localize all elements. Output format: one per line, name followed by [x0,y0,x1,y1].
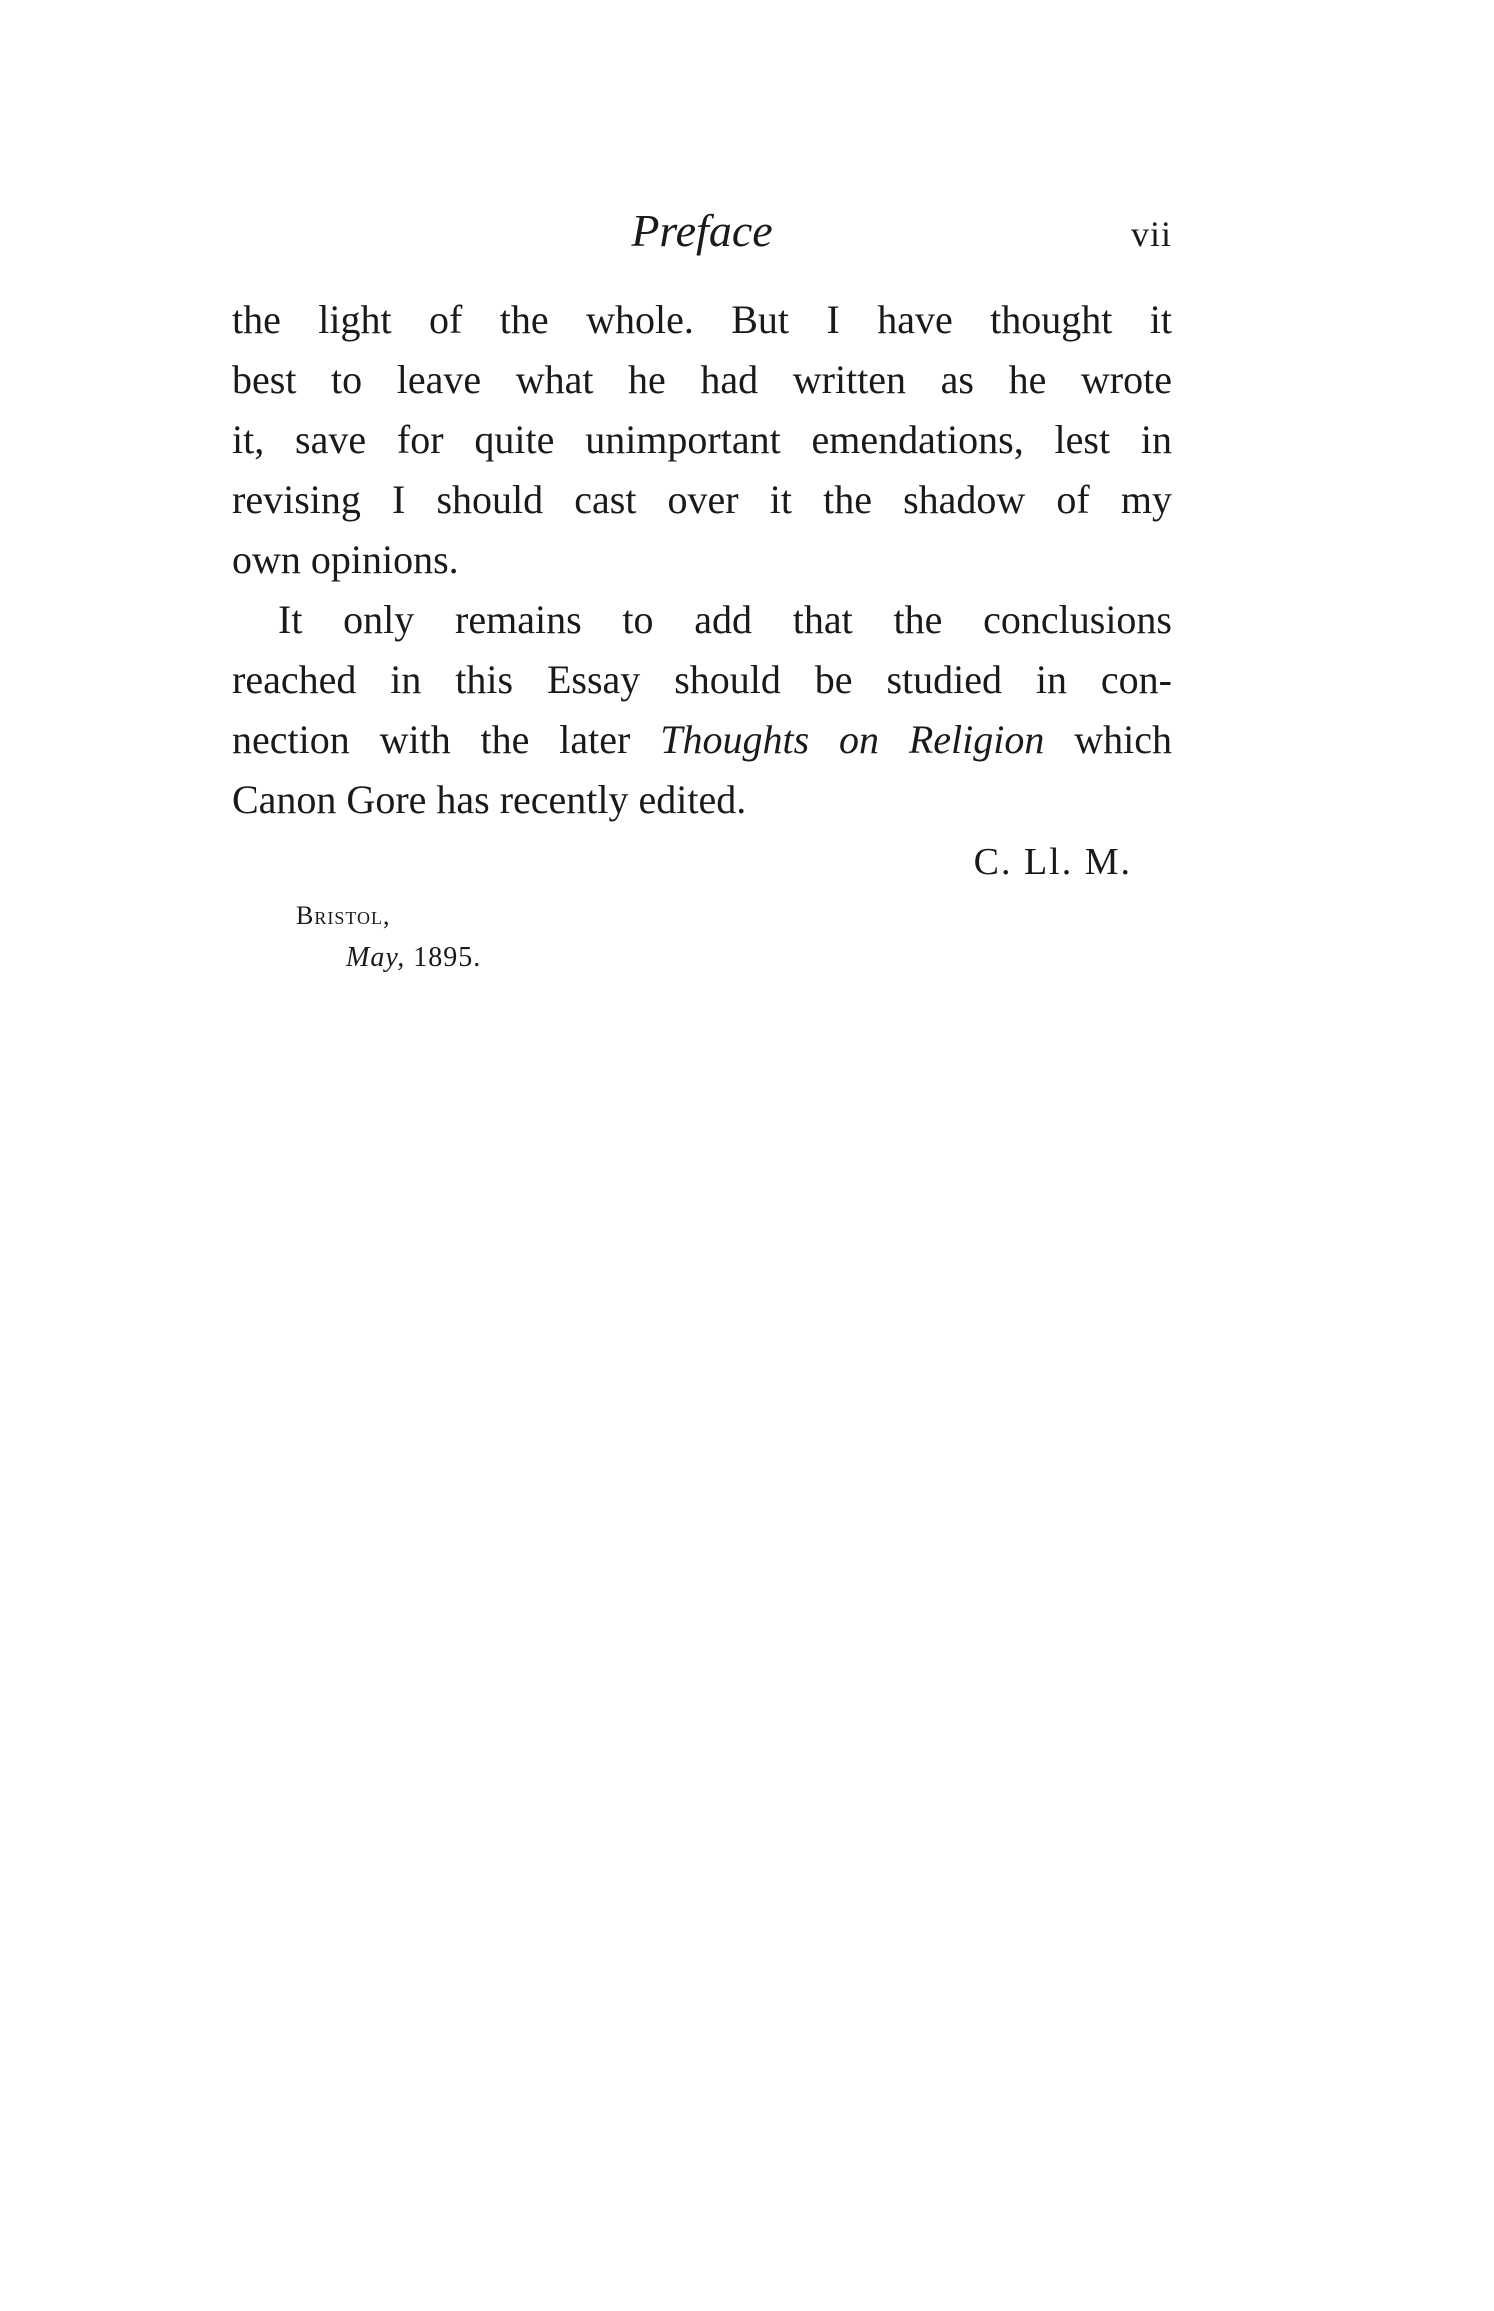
body-text [232,290,1172,830]
text-line: own opinions. [232,537,459,582]
text-fragment: nection with the later [232,717,631,762]
text-line: best to leave what he had written as he wrote [232,357,1172,402]
paragraph-2 [232,590,1172,830]
author-initials: C. Ll. M. [973,841,1132,883]
text-line: revising I should cast over it the shadow of my [232,477,1172,522]
text-line: reached in this Essay should be studied in con- [232,657,1172,702]
dateline-place: Bristol, [296,901,391,930]
dateline-month: May, [346,942,406,973]
book-title: Thoughts on Religion [660,717,1045,762]
text-line: Canon Gore has recently edited. [232,777,747,822]
page-number: vii [1130,214,1172,254]
running-head [232,196,1172,266]
paragraph-1 [232,290,1172,590]
dateline-year: 1895. [413,942,482,973]
text-fragment: which [1074,717,1172,762]
dateline-date [346,938,481,978]
running-title: Preface [631,205,773,256]
text-line [232,710,1172,770]
text-line: the light of the whole. But I have thought it [232,297,1172,342]
text-line: It only remains to add that the conclusions [278,597,1172,642]
text-line: it, save for quite unimportant emendations, lest in [232,417,1172,462]
